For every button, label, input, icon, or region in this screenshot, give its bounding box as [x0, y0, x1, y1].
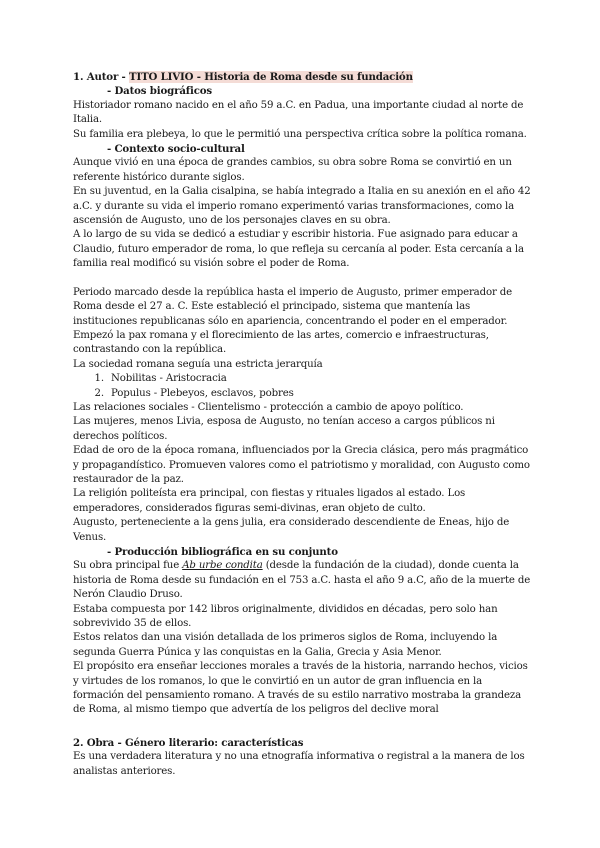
paragraph: Empezó la pax romana y el florecimiento de las artes, comercio e infraestructuras, contrastando con la república. — [73, 329, 489, 356]
paragraph: Las mujeres, menos Livia, esposa de Augusto, no tenían acceso a cargos públicos ni derechos políticos. — [73, 416, 495, 442]
paragraph: Edad de oro de la época romana, influenciados por la Grecia clásica, pero más pragmático y propagandístico. Promueven valores como el patriotismo y moralidad, con Augusto como restaurador de la paz. — [73, 445, 530, 485]
subheading-produccion: - Producción bibliográfica en su conjunto — [107, 546, 338, 558]
paragraph: La sociedad romana seguía una estricta jerarquía — [73, 358, 323, 370]
section-1-heading — [73, 70, 533, 84]
paragraph: Las relaciones sociales - Clientelismo - protección a cambio de apoyo político. — [73, 401, 464, 413]
spacer — [73, 718, 533, 732]
paragraph: A lo largo de su vida se dedicó a estudiar y escribir historia. Fue asignado para educar a Claudio, futuro emperador de roma, lo que refleja su cercanía al poder. Esta cercanía a la familia real modificó su visión sobre el poder de Roma. — [73, 229, 524, 270]
paragraph: Historiador romano nacido en el año 59 a.C. en Padua, una importante ciudad al norte de Italia. — [73, 99, 524, 126]
paragraph: Periodo marcado desde la república hasta el imperio de Augusto, primer emperador de Roma desde el 27 a. C. Este estableció el principado, sistema que mantenía las instituciones republicanas sólo en apariencia, concentrando el poder en el emperador. — [73, 286, 513, 327]
paragraph: Aunque vivió en una época de grandes cambios, su obra sobre Roma se convirtió en un referente histórico durante siglos. — [73, 157, 512, 183]
list-item: 1. Nobilitas - Aristocracia — [107, 372, 533, 386]
text-run: (desde la fundación de la ciudad), donde cuenta la historia de Roma desde su fundación en el 753 a.C. hasta el año 9 a.C, año de la muerte de Nerón Claudio Druso. — [73, 560, 531, 601]
paragraph: Augusto, perteneciente a la gens julia, era considerado descendiente de Eneas, hijo de Venus. — [73, 517, 510, 543]
paragraph: El propósito era enseñar lecciones morales a través de la historia, narrando hechos, vicios y virtudes de los romanos, lo que le convirtió en un autor de gran influencia en la formación del pensamiento romano. A través de su estilo narrativo mostraba la grandeza de Roma, al mismo tiempo que advertía de los peligros del declive moral — [73, 661, 528, 716]
list-item: 2. Populus - Plebeyos, esclavos, pobres — [107, 387, 533, 401]
paragraph: Es una verdadera literatura y no una etnografía informativa o registral a la manera de los analistas anteriores. — [73, 751, 525, 777]
paragraph: Estaba compuesta por 142 libros originalmente, divididos en décadas, pero solo han sobrevivido 35 de ellos. — [73, 603, 498, 630]
work-title: Ab urbe condita — [182, 560, 263, 572]
heading-prefix: 1. Autor - — [73, 71, 130, 83]
spacer — [73, 272, 533, 286]
heading-highlight: TITO LIVIO - Historia de Roma desde su fundación — [129, 71, 413, 83]
paragraph: Su familia era plebeya, lo que le permitió una perspectiva crítica sobre la política romana. — [73, 128, 527, 140]
paragraph: Estos relatos dan una visión detallada de los primeros siglos de Roma, incluyendo la segunda Guerra Púnica y las conquistas en la Galia, Grecia y Asia Menor. — [73, 632, 498, 658]
document-body — [73, 70, 533, 779]
paragraph: La religión politeísta era principal, con fiestas y rituales ligados al estado. Los emperadores, considerados figuras semi-divinas, eran objeto de culto. — [73, 488, 466, 514]
subheading-datos: - Datos biográficos — [107, 85, 213, 98]
hierarchy-list — [73, 372, 533, 401]
section-2-heading: 2. Obra - Género literario: características — [73, 736, 304, 749]
text-run: Su obra principal fue — [73, 560, 183, 572]
paragraph: En su juventud, en la Galia cisalpina, se había integrado a Italia en su anexión en el año 42 a.C. y durante su vida el imperio romano experimentó varias transformaciones, como la ascensión de Augusto, uno de los personajes claves en su obra. — [73, 186, 531, 227]
paragraph — [73, 559, 533, 602]
subheading-contexto: - Contexto socio-cultural — [107, 143, 245, 156]
